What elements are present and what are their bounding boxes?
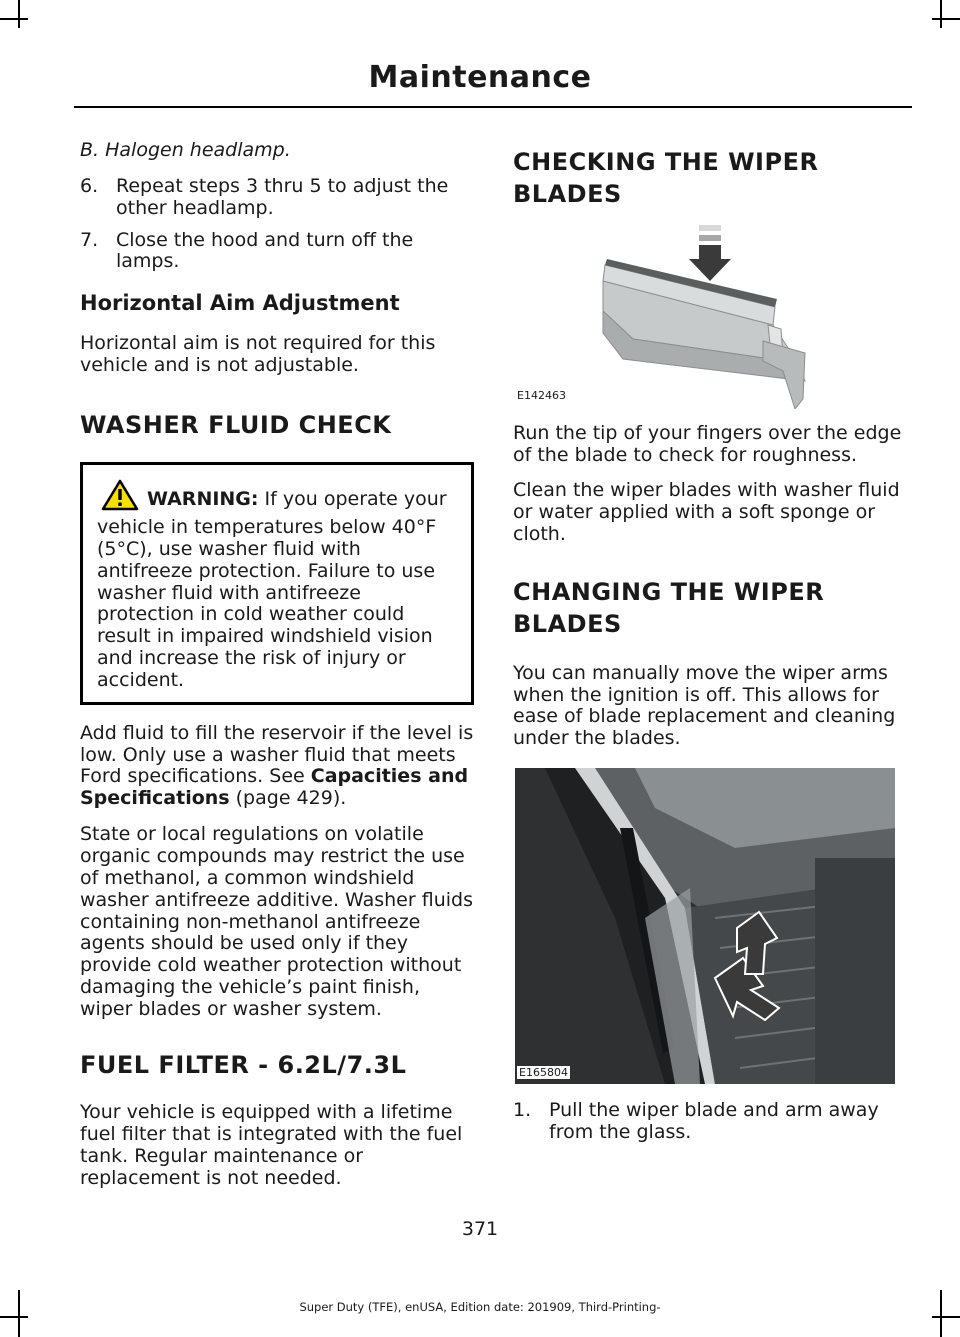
figure-caption-b: B. Halogen headlamp.: [80, 139, 291, 161]
changing-text: You can manually move the wiper arms when the ignition is off. This allows for ease of blade replacement and cleaning under the blades.: [513, 661, 896, 750]
list-item: [80, 230, 474, 274]
fuel-filter-heading: FUEL FILTER - 6.2L/7.3L: [80, 1050, 407, 1079]
page-number: 371: [461, 1218, 499, 1240]
crop-mark-top-left-v: [18, 0, 20, 28]
fuel-filter-paragraph: Your vehicle is equipped with a lifetime fuel filter that is integrated with the fuel tank. Regular maintenance or replacement is not needed.: [80, 1101, 463, 1189]
clean-blades-text: Clean the wiper blades with washer fluid or water applied with a soft sponge or cloth.: [513, 479, 900, 546]
step-number: 6.: [80, 174, 99, 197]
warning-label: WARNING:: [147, 488, 259, 511]
wiper-blade-figure: [513, 221, 907, 409]
list-item: [513, 1100, 907, 1144]
step-number: 7.: [80, 228, 99, 251]
crop-mark-bottom-left-h: [0, 1316, 28, 1318]
crop-mark-top-right-h: [932, 18, 960, 20]
figure-code: E165804: [519, 1066, 568, 1080]
add-fluid-paragraph: [80, 723, 474, 810]
crop-mark-top-right-v: [940, 0, 942, 28]
washer-fluid-heading: WASHER FLUID CHECK: [80, 410, 392, 439]
list-item: [80, 176, 474, 220]
left-column: [80, 140, 474, 1203]
step-text: Pull the wiper blade and arm away from the glass.: [549, 1099, 879, 1143]
crop-mark-bottom-right-h: [932, 1316, 960, 1318]
add-fluid-text: Add fluid to fill the reservoir if the level is low. Only use a washer fluid that meets Ford specifications. See: [80, 721, 474, 788]
warning-paragraph: [97, 479, 457, 692]
wiper-arm-figure: [513, 768, 907, 1088]
step-number: 1.: [513, 1099, 532, 1122]
crop-mark-top-left-h: [0, 18, 28, 20]
warning-triangle-icon: [101, 479, 139, 517]
add-fluid-page-ref: (page 429).: [229, 787, 347, 810]
wiper-blade-illustration: [513, 221, 907, 409]
edition-info: Super Duty (TFE), enUSA, Edition date: 201909, Third-Printing-: [299, 1300, 661, 1314]
warning-text: If you operate your vehicle in temperatures below 40°F (5°C), use washer fluid with antifreeze protection. Failure to use washer fluid with antifreeze protection in cold weather could result in impaired windshield vision and increase the risk of injury or accident.: [97, 488, 447, 691]
step-text: Close the hood and turn off the lamps.: [116, 228, 414, 273]
right-column: [513, 140, 907, 1154]
checking-wiper-heading: CHECKING THE WIPER BLADES: [513, 148, 819, 209]
capacities-link[interactable]: Capacities and Specifications: [80, 765, 469, 810]
warning-box: [80, 462, 474, 705]
regulations-paragraph: State or local regulations on volatile organic compounds may restrict the use of methanol, a common windshield washer antifreeze additive. Washer fluids containing non-methanol antifreeze agents should be used only if they provide cold weather protection without damaging the vehicle’s paint finish, wiper blades or washer system.: [80, 823, 473, 1020]
page-title: Maintenance: [368, 60, 592, 95]
wiper-arm-photo: [515, 768, 895, 1084]
changing-wiper-heading: CHANGING THE WIPER BLADES: [513, 578, 825, 639]
horizontal-aim-text: Horizontal aim is not required for this vehicle and is not adjustable.: [80, 332, 436, 377]
header-divider: [74, 106, 912, 108]
check-roughness-text: Run the tip of your fingers over the edge of the blade to check for roughness.: [513, 421, 902, 466]
figure-code: E142463: [517, 388, 566, 402]
step-text: Repeat steps 3 thru 5 to adjust the other headlamp.: [116, 174, 449, 219]
horizontal-aim-heading: Horizontal Aim Adjustment: [80, 291, 400, 316]
